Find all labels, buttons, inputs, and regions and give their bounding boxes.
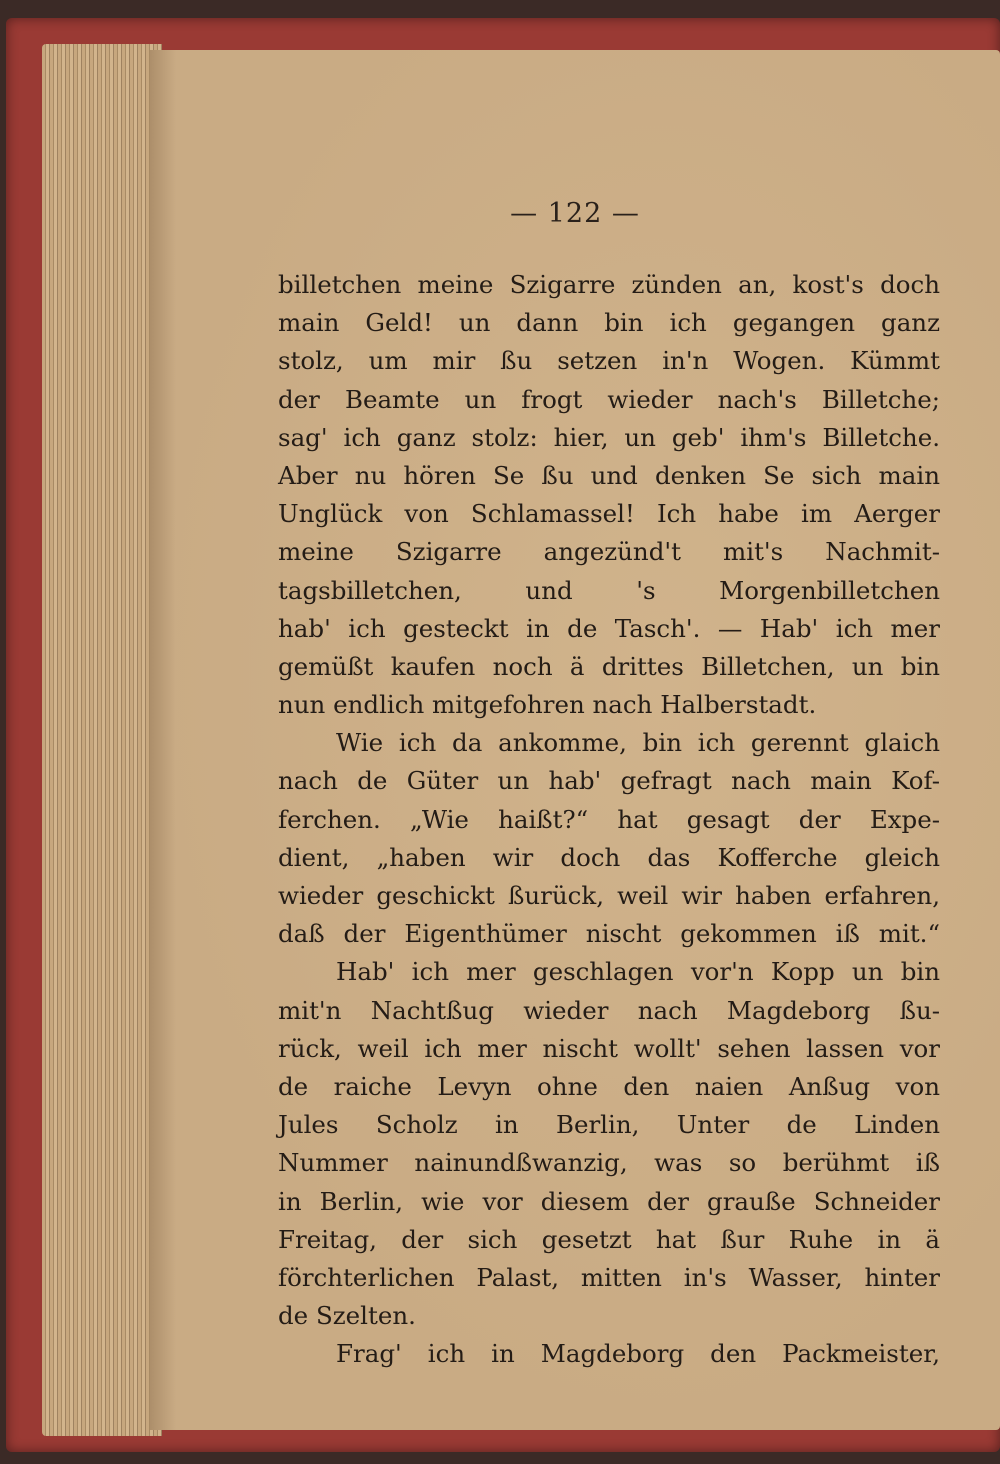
text-line: main Geld! un dann bin ich gegangen ganz [278,308,940,338]
page-text [278,266,940,1373]
text-line: tagsbilletchen, und 's Morgenbilletchen [278,575,940,605]
text-line: nun endlich mitgefohren nach Halberstadt. [278,690,817,720]
text-line: ferchen. „Wie haißt?“ hat gesagt der Expe- [278,804,940,834]
text-line: daß der Eigenthümer nischt gekommen iß mit.“ [278,919,940,949]
text-line: Unglück von Schlamassel! Ich habe im Aerger [278,499,940,529]
text-line: stolz, um mir ßu setzen in'n Wogen. Kümmt [278,346,940,376]
text-line: meine Szigarre angezünd't mit's Nachmit- [278,537,940,567]
text-line: der Beamte un frogt wieder nach's Billetche; [278,384,940,414]
text-line: Freitag, der sich gesetzt hat ßur Ruhe in ä [278,1224,940,1254]
text-line: sag' ich ganz stolz: hier, un geb' ihm's Billetche. [278,422,940,452]
text-line: in Berlin, wie vor diesem der grauße Schneider [278,1186,940,1216]
text-line: rück, weil ich mer nischt wollt' sehen lassen vor [278,1033,940,1063]
text-line: Jules Scholz in Berlin, Unter de Linden [278,1110,940,1140]
text-line: gemüßt kaufen noch ä drittes Billetchen, un bin [278,651,940,681]
text-line: Aber nu hören Se ßu und denken Se sich main [278,460,940,490]
text-line: Nummer nainundßwanzig, was so berühmt iß [278,1148,940,1178]
book-page [150,50,1000,1430]
text-line: de raiche Levyn ohne den naien Anßug von [278,1071,940,1101]
text-line: wieder geschickt ßurück, weil wir haben erfahren, [278,881,940,910]
text-line: nach de Güter un hab' gefragt nach main Kof- [278,766,940,796]
text-line: Frag' ich in Magdeborg den Packmeister, [336,1339,940,1369]
page-edges [42,44,162,1436]
text-line: dient, „haben wir doch das Kofferche gleich [278,842,940,872]
text-line: Hab' ich mer geschlagen vor'n Kopp un bin [336,957,940,987]
text-line: mit'n Nachtßug wieder nach Magdeborg ßu- [278,995,940,1025]
text-line: hab' ich gesteckt in de Tasch'. — Hab' ich mer [278,613,940,643]
text-line: Wie ich da ankomme, bin ich gerennt glaich [336,728,940,758]
text-line: de Szelten. [278,1301,416,1331]
text-line: billetchen meine Szigarre zünden an, kost's doch [278,270,940,299]
text-line: förchterlichen Palast, mitten in's Wasser, hinter [278,1262,940,1292]
page-number: — 122 — [510,198,640,229]
